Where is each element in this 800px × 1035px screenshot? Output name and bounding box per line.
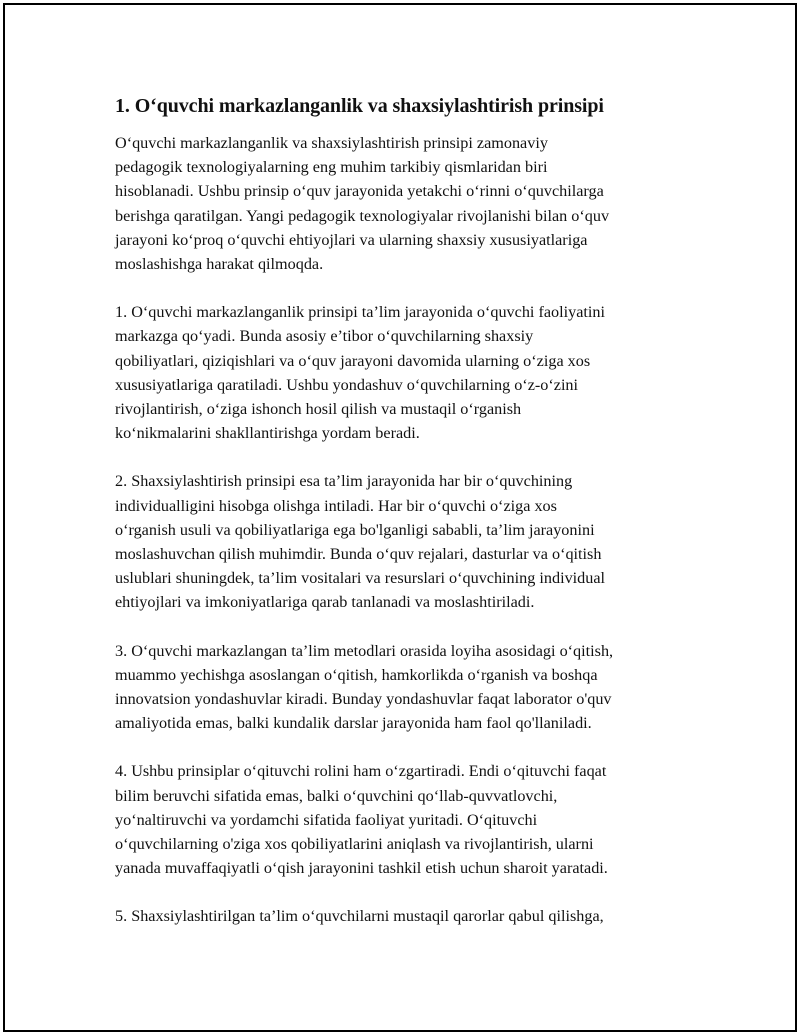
text-line: bilim beruvchi sifatida emas, balki o‘quvchini qo‘llab-quvvatlovchi, (115, 786, 558, 805)
text-line: moslashuvchan qilish muhimdir. Bunda o‘quv rejalari, dasturlar va o‘qitish (115, 545, 602, 564)
text-line: qobiliyatlari, qiziqishlari va o‘quv jarayoni davomida ularning o‘ziga xos (115, 351, 591, 370)
paragraph (115, 469, 695, 614)
text-line: xususiyatlariga qaratiladi. Ushbu yondashuv o‘quvchilarning o‘z-o‘zini (115, 375, 579, 394)
text-line: o‘rganish usuli va qobiliyatlariga ega bo'lganligi sababli, ta’lim jarayonini (115, 520, 595, 539)
text-line: jarayoni ko‘proq o‘quvchi ehtiyojlari va ularning shaxsiy xususiyatlariga (115, 230, 588, 249)
text-line: o‘quvchilarning o'ziga xos qobiliyatlarini aniqlash va rivojlantirish, ularni (115, 835, 594, 854)
text-line: O‘quvchi markazlanganlik va shaxsiylashtirish prinsipi zamonaviy (115, 134, 548, 152)
text-line: rivojlantirish, o‘ziga ishonch hosil qilish va mustaqil o‘rganish (115, 400, 522, 419)
text-line: berishga qaratilgan. Yangi pedagogik texnologiyalar rivojlanishi bilan o‘quv (115, 206, 610, 225)
text-line: pedagogik texnologiyalarning eng muhim tarkibiy qismlaridan biri (115, 158, 548, 177)
paragraph-list (115, 131, 695, 929)
paragraph (115, 904, 695, 928)
text-line: 1. O‘quvchi markazlanganlik prinsipi ta’lim jarayonida o‘quvchi faoliyatini (115, 303, 605, 322)
text-line: moslashishga harakat qilmoqda. (115, 255, 324, 274)
text-line: markazga qo‘yadi. Bunda asosiy e’tibor o‘quvchilarning shaxsiy (115, 327, 534, 346)
text-line: ko‘nikmalarini shakllantirishga yordam beradi. (115, 424, 420, 443)
paragraph (115, 131, 695, 276)
paragraph (115, 759, 695, 880)
text-line: yanada muvaffaqiyatli o‘qish jarayonini tashkil etish uchun sharoit yaratadi. (115, 859, 608, 878)
document-body (115, 92, 695, 953)
section-heading: 1. O‘quvchi markazlanganlik va shaxsiylashtirish prinsipi (115, 95, 604, 117)
text-line: hisoblanadi. Ushbu prinsip o‘quv jarayonida yetakchi o‘rinni o‘quvchilarga (115, 182, 604, 201)
text-line: uslublari shuningdek, ta’lim vositalari va resurslari o‘quvchining individual (115, 569, 606, 588)
text-line: 2. Shaxsiylashtirish prinsipi esa ta’lim jarayonida har bir o‘quvchining (115, 472, 573, 491)
text-line: ehtiyojlari va imkoniyatlariga qarab tanlanadi va moslashtiriladi. (115, 593, 535, 612)
paragraph (115, 300, 695, 445)
text-line: 3. O‘quvchi markazlangan ta’lim metodlari orasida loyiha asosidagi o‘qitish, (115, 641, 614, 660)
text-line: individualligini hisobga olishga intiladi. Har bir o‘quvchi o‘ziga xos (115, 496, 557, 515)
text-line: 5. Shaxsiylashtirilgan ta’lim o‘quvchilarni mustaqil qarorlar qabul qilishga, (115, 907, 604, 926)
text-line: amaliyotida emas, balki kundalik darslar jarayonida ham faol qo'llaniladi. (115, 714, 592, 733)
text-line: muammo yechishga asoslangan o‘qitish, hamkorlikda o‘rganish va boshqa (115, 665, 598, 684)
text-line: innovatsion yondashuvlar kiradi. Bunday yondashuvlar faqat laborator o'quv (115, 690, 612, 709)
text-line: yo‘naltiruvchi va yordamchi sifatida faoliyat yuritadi. O‘qituvchi (115, 810, 538, 829)
paragraph (115, 639, 695, 736)
text-line: 4. Ushbu prinsiplar o‘qituvchi rolini ham o‘zgartiradi. Endi o‘qituvchi faqat (115, 762, 607, 781)
